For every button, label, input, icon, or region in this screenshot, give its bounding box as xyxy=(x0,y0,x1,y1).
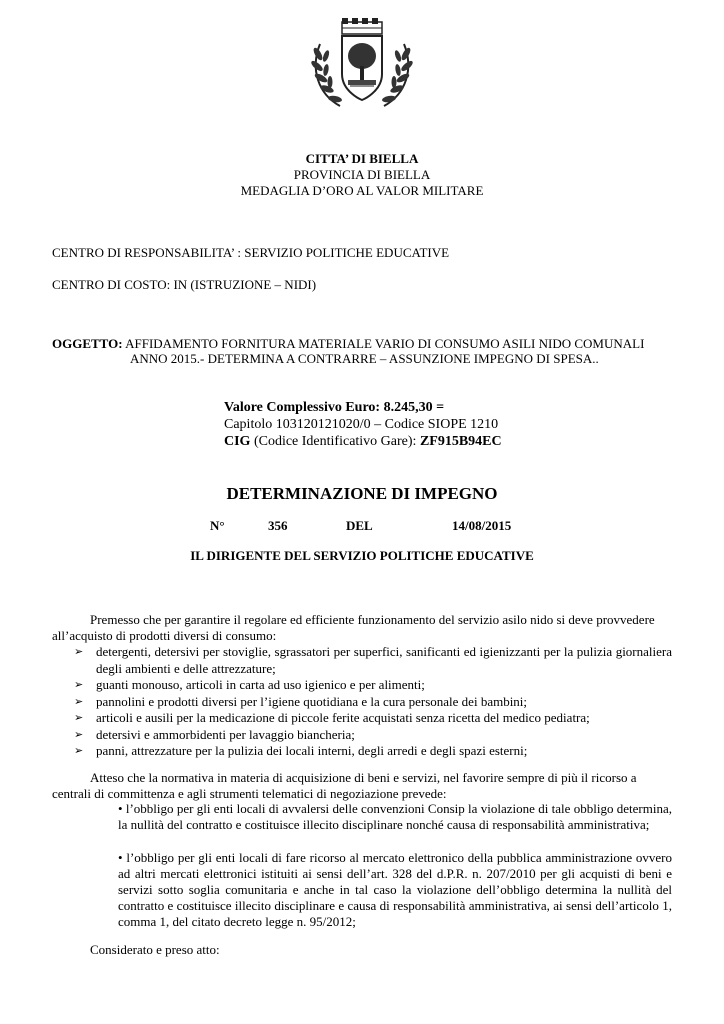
number-label: N° xyxy=(210,518,225,533)
premise-line-2: all’acquisto di prodotti diversi di consumo: xyxy=(52,628,277,643)
list-item-text: detersivi e ammorbidenti per lavaggio biancheria; xyxy=(96,726,355,742)
obligation-point-1: • l’obbligo per gli enti locali di avvalersi delle convenzioni Consip la violazione di tale obbligo determina, la nullità del contratto e costituisce illecito disciplinare nonché causa di responsabilità amministrativa; xyxy=(118,801,672,832)
list-item-text: pannolini e prodotti diversi per l’igiene quotidiana e la cura personale dei bambini; xyxy=(96,693,528,709)
noted-line-2: centrali di committenza e agli strumenti telematici di negoziazione prevede: xyxy=(52,786,447,801)
arrow-bullet-icon: ➢ xyxy=(74,679,84,691)
arrow-bullet-icon: ➢ xyxy=(74,646,84,658)
subject-block xyxy=(52,335,644,352)
list-item xyxy=(74,644,672,677)
arrow-bullet-icon: ➢ xyxy=(74,695,84,708)
subject-line-1: AFFIDAMENTO FORNITURA MATERIALE VARIO DI CONSUMO ASILI NIDO COMUNALI xyxy=(125,336,645,351)
cig-code: ZF915B94EC xyxy=(419,434,502,449)
date-value: 14/08/2015 xyxy=(452,518,512,533)
director-heading: IL DIRIGENTE DEL SERVIZIO POLITICHE EDUCATIVE xyxy=(190,548,534,563)
budget-chapter: Capitolo 103120121020/0 – Codice SIOPE 1210 xyxy=(224,417,499,432)
noted-line-1: Atteso che la normativa in materia di acquisizione di beni e servizi, nel favorire sempre di più il ricorso a xyxy=(90,770,637,785)
arrow-bullet-icon: ➢ xyxy=(74,745,84,757)
list-item-text: detergenti, detersivi per stoviglie, sgrassatori per superfici, sanificanti ed igienizzanti per la pulizia giornaliera degli ambienti e delle attrezzature; xyxy=(96,644,672,676)
subject-label: OGGETTO: xyxy=(52,336,123,351)
medal-line: MEDAGLIA D’ORO AL VALOR MILITARE xyxy=(240,183,484,198)
list-item xyxy=(74,694,672,711)
list-item xyxy=(74,677,672,694)
subject-line-2: ANNO 2015.- DETERMINA A CONTRARRE – ASSUNZIONE IMPEGNO DI SPESA.. xyxy=(130,351,599,366)
obligation-point-2: • l’obbligo per gli enti locali di fare ricorso al mercato elettronico della pubblica amministrazione ovvero ad altri mercati elettronici istituiti ai sensi dell’art. 328 del d.P.R. n. 207/2010 per gli acquisti di beni e servizi sotto soglia comunitaria e anche in tal caso la violazione dell’obbligo determina la nullità del contratto e costituisce illecito disciplinare e causa di responsabilità amministrativa, ai sensi dell’articolo 1, comma 1, del citato decreto legge n. 95/2012; xyxy=(118,850,672,929)
list-item-text: panni, attrezzature per la pulizia dei locali interni, degli arredi e degli spazi esterni; xyxy=(96,743,528,758)
premise-line-1: Premesso che per garantire il regolare ed efficiente funzionamento del servizio asilo nido si deve provvedere xyxy=(90,612,655,627)
cig-label: CIG xyxy=(224,434,251,449)
arrow-bullet-icon: ➢ xyxy=(74,712,84,724)
list-item-text: articoli e ausili per la medicazione di piccole ferite acquistati senza ricetta del medico pediatra; xyxy=(96,710,590,725)
document-title: DETERMINAZIONE DI IMPEGNO xyxy=(226,484,498,503)
list-item xyxy=(74,710,672,727)
responsibility-center: CENTRO DI RESPONSABILITA’ : SERVIZIO POLITICHE EDUCATIVE xyxy=(52,245,450,260)
supplies-list xyxy=(74,644,672,760)
list-item-text: guanti monouso, articoli in carta ad uso igienico e per alimenti; xyxy=(96,677,425,692)
list-item xyxy=(74,727,672,744)
date-label: DEL xyxy=(346,518,373,533)
province-name: PROVINCIA DI BIELLA xyxy=(293,167,431,182)
number-value: 356 xyxy=(268,518,288,533)
cig-line xyxy=(224,434,502,450)
total-value: Valore Complessivo Euro: 8.245,30 = xyxy=(224,400,445,415)
considered-line: Considerato e preso atto: xyxy=(90,942,220,957)
list-item xyxy=(74,743,672,760)
cig-description: (Codice Identificativo Gare): xyxy=(250,434,420,449)
municipal-crest-icon xyxy=(300,14,424,114)
cost-center: CENTRO DI COSTO: IN (ISTRUZIONE – NIDI) xyxy=(52,277,317,292)
city-name: CITTA’ DI BIELLA xyxy=(305,151,419,166)
arrow-bullet-icon: ➢ xyxy=(74,728,84,741)
